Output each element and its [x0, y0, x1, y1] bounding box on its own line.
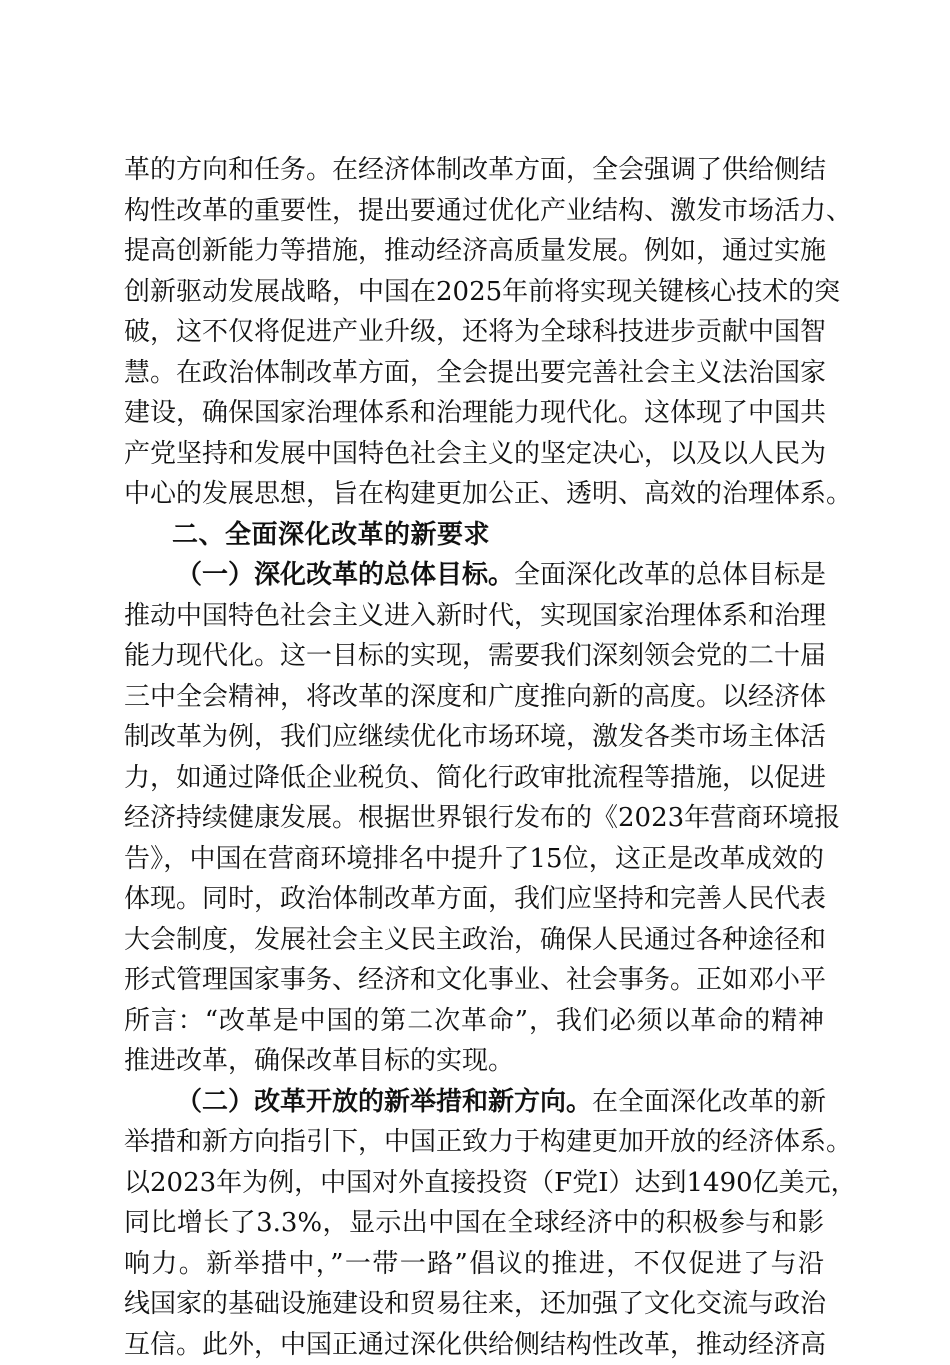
text-line: 慧。在政治体制改革方面，全会提出要完善社会主义法治国家 [124, 353, 824, 394]
text-run: 全面深化改革的总体目标是 [514, 560, 826, 590]
text-line: 产党坚持和发展中国特色社会主义的坚定决心，以及以人民为 [124, 434, 824, 475]
text-line: 构性改革的重要性，提出要通过优化产业结构、激发市场活力、 [124, 191, 824, 232]
paragraph-overall-goal [124, 555, 824, 1082]
text-line: 建设，确保国家治理体系和治理能力现代化。这体现了中国共 [124, 393, 824, 434]
subsection-title-1: （一）深化改革的总体目标。 [176, 560, 514, 590]
text-line: 体现。同时，政治体制改革方面，我们应坚持和完善人民代表 [124, 879, 824, 920]
text-line: 大会制度，发展社会主义民主政治，确保人民通过各种途径和 [124, 920, 824, 961]
subsection-title-2: （二）改革开放的新举措和新方向。 [176, 1087, 592, 1117]
text-line: 创新驱动发展战略，中国在2025年前将实现关键核心技术的突 [124, 272, 824, 313]
text-line: 同比增长了3.3%，显示出中国在全球经济中的积极参与和影 [124, 1203, 824, 1244]
text-line: 所言：“改革是中国的第二次革命”，我们必须以革命的精神 [124, 1001, 824, 1042]
text-line: 告》，中国在营商环境排名中提升了15位，这正是改革成效的 [124, 839, 824, 880]
text-line: 经济持续健康发展。根据世界银行发布的《2023年营商环境报 [124, 798, 824, 839]
text-line: 推进改革，确保改革目标的实现。 [124, 1041, 824, 1082]
section-heading: 二、全面深化改革的新要求 [124, 515, 824, 556]
paragraph-new-measures [124, 1082, 824, 1365]
text-line: 以2023年为例，中国对外直接投资（F党I）达到1490亿美元， [124, 1163, 824, 1204]
paragraph-first-line [124, 1082, 824, 1123]
paragraph-reform-direction [124, 150, 824, 515]
text-line: 中心的发展思想，旨在构建更加公正、透明、高效的治理体系。 [124, 474, 824, 515]
text-line: 形式管理国家事务、经济和文化事业、社会事务。正如邓小平 [124, 960, 824, 1001]
text-line: 提高创新能力等措施，推动经济高质量发展。例如，通过实施 [124, 231, 824, 272]
text-line: 线国家的基础设施建设和贸易往来，还加强了文化交流与政治 [124, 1284, 824, 1325]
text-line: 破，这不仅将促进产业升级，还将为全球科技进步贡献中国智 [124, 312, 824, 353]
text-line: 响力。新举措中，”一带一路”倡议的推进，不仅促进了与沿 [124, 1244, 824, 1285]
text-line: 制改革为例，我们应继续优化市场环境，激发各类市场主体活 [124, 717, 824, 758]
text-line: 革的方向和任务。在经济体制改革方面，全会强调了供给侧结 [124, 150, 824, 191]
text-line: 互信。此外，中国正通过深化供给侧结构性改革，推动经济高 [124, 1325, 824, 1365]
text-run: 在全面深化改革的新 [592, 1087, 826, 1117]
text-line: 能力现代化。这一目标的实现，需要我们深刻领会党的二十届 [124, 636, 824, 677]
text-line: 力，如通过降低企业税负、简化行政审批流程等措施，以促进 [124, 758, 824, 799]
document-body [124, 150, 824, 1365]
text-line: 举措和新方向指引下，中国正致力于构建更加开放的经济体系。 [124, 1122, 824, 1163]
text-line: 三中全会精神，将改革的深度和广度推向新的高度。以经济体 [124, 677, 824, 718]
paragraph-first-line [124, 555, 824, 596]
text-line: 推动中国特色社会主义进入新时代，实现国家治理体系和治理 [124, 596, 824, 637]
